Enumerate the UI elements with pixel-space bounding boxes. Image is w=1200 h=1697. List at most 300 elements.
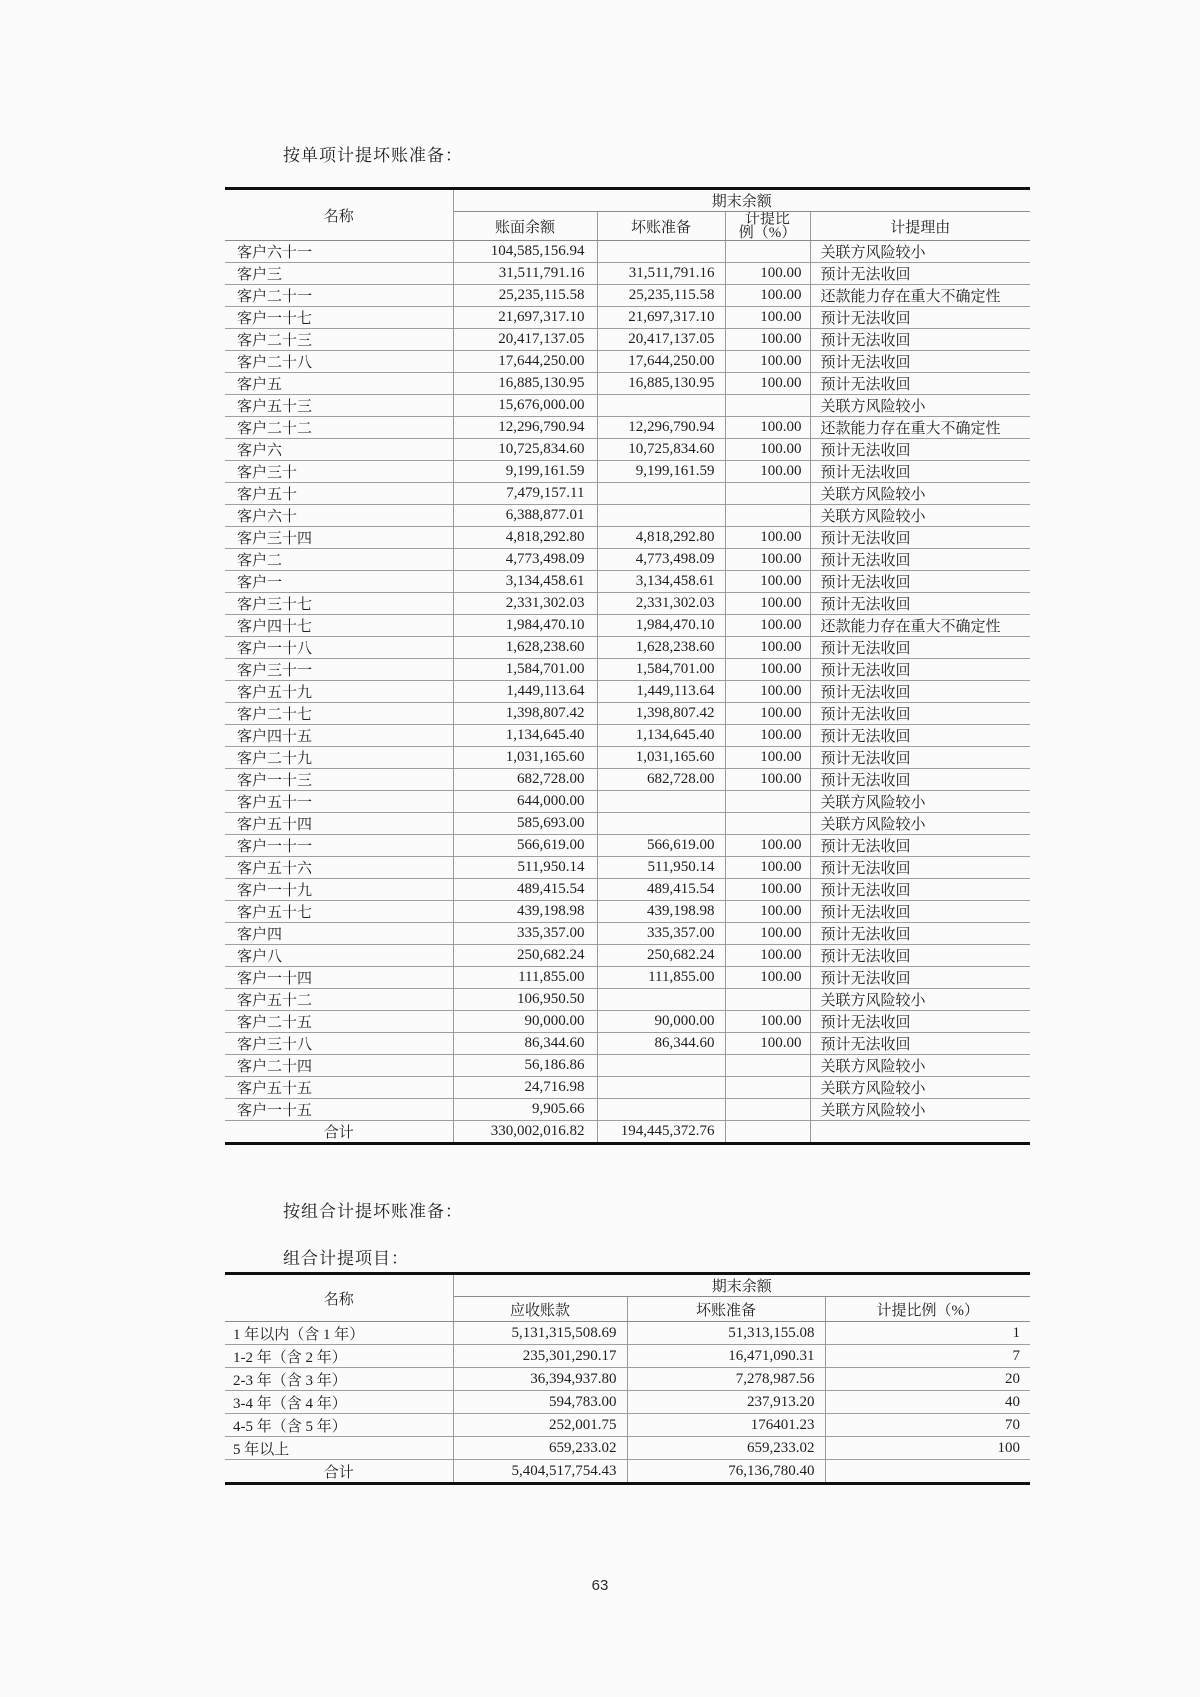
bad-debt-value: 10,725,834.60: [597, 439, 725, 461]
column-header-ratio: 计提比例（%）: [825, 1297, 1030, 1322]
customer-name: 客户二十八: [225, 351, 453, 373]
customer-name: 客户四十五: [225, 725, 453, 747]
reason-text: 预计无法收回: [810, 373, 1030, 395]
bad-debt-value: 489,415.54: [597, 879, 725, 901]
ratio-value: 100.00: [725, 747, 810, 769]
aging-category: 5 年以上: [225, 1437, 453, 1460]
ratio-value: 100.00: [725, 571, 810, 593]
ratio-value: [725, 1055, 810, 1077]
customer-name: 客户五十五: [225, 1077, 453, 1099]
customer-name: 客户八: [225, 945, 453, 967]
bad-debt-value: 4,773,498.09: [597, 549, 725, 571]
aging-category: 2-3 年（含 3 年）: [225, 1368, 453, 1391]
aging-category: 4-5 年（含 5 年）: [225, 1414, 453, 1437]
book-balance-value: 86,344.60: [453, 1033, 597, 1055]
receivables-value: 36,394,937.80: [453, 1368, 627, 1391]
book-balance-value: 585,693.00: [453, 813, 597, 835]
table-row: [225, 791, 1030, 813]
aging-category: 1-2 年（含 2 年）: [225, 1345, 453, 1368]
bad-debt-value: 16,471,090.31: [627, 1345, 825, 1368]
ratio-value: 100.00: [725, 681, 810, 703]
column-header-period-end: 期末余额: [453, 1274, 1030, 1297]
table-row: [225, 417, 1030, 439]
table-row: [225, 813, 1030, 835]
reason-text: 预计无法收回: [810, 659, 1030, 681]
column-header-receivables: 应收账款: [453, 1297, 627, 1322]
table-row: [225, 1414, 1030, 1437]
reason-text: 还款能力存在重大不确定性: [810, 615, 1030, 637]
page-number: 63: [591, 1577, 609, 1594]
total-label: 合计: [225, 1121, 453, 1144]
reason-text: 预计无法收回: [810, 329, 1030, 351]
table-row: [225, 1322, 1030, 1345]
book-balance-value: 4,773,498.09: [453, 549, 597, 571]
customer-name: 客户一十三: [225, 769, 453, 791]
customer-name: 客户三十: [225, 461, 453, 483]
customer-name: 客户五十一: [225, 791, 453, 813]
customer-name: 客户六十一: [225, 241, 453, 263]
reason-text: 预计无法收回: [810, 879, 1030, 901]
book-balance-value: 90,000.00: [453, 1011, 597, 1033]
reason-text: 关联方风险较小: [810, 1099, 1030, 1121]
portfolio-table-total-row: [225, 1460, 1030, 1484]
book-balance-value: 9,905.66: [453, 1099, 597, 1121]
aging-category: 3-4 年（含 4 年）: [225, 1391, 453, 1414]
bad-debt-value: [597, 791, 725, 813]
table-row: [225, 681, 1030, 703]
table-row: [225, 1011, 1030, 1033]
book-balance-value: 31,511,791.16: [453, 263, 597, 285]
ratio-value: [725, 483, 810, 505]
customer-name: 客户五十二: [225, 989, 453, 1011]
bad-debt-value: 439,198.98: [597, 901, 725, 923]
bad-debt-value: [597, 483, 725, 505]
ratio-value: [725, 505, 810, 527]
ratio-value: 100.00: [725, 417, 810, 439]
reason-text: 还款能力存在重大不确定性: [810, 417, 1030, 439]
customer-name: 客户五十三: [225, 395, 453, 417]
book-balance-value: 25,235,115.58: [453, 285, 597, 307]
bad-debt-value: 3,134,458.61: [597, 571, 725, 593]
customer-name: 客户二十一: [225, 285, 453, 307]
bad-debt-value: 51,313,155.08: [627, 1322, 825, 1345]
book-balance-value: 21,697,317.10: [453, 307, 597, 329]
ratio-value: 100: [825, 1437, 1030, 1460]
portfolio-table-header: [225, 1274, 1030, 1322]
table-row: [225, 1099, 1030, 1121]
book-balance-value: 16,885,130.95: [453, 373, 597, 395]
table-row: [225, 659, 1030, 681]
individual-table-body: [225, 241, 1030, 1121]
bad-debt-value: 17,644,250.00: [597, 351, 725, 373]
total-book-balance: 330,002,016.82: [453, 1121, 597, 1144]
individual-provision-table: [225, 187, 1030, 1145]
table-row: [225, 1391, 1030, 1414]
column-header-ratio: [725, 212, 810, 241]
receivables-value: 5,131,315,508.69: [453, 1322, 627, 1345]
column-header-period-end: 期末余额: [453, 189, 1030, 212]
bad-debt-value: 1,984,470.10: [597, 615, 725, 637]
table-row: [225, 351, 1030, 373]
bad-debt-value: 1,584,701.00: [597, 659, 725, 681]
reason-text: 预计无法收回: [810, 571, 1030, 593]
total-ratio: [725, 1121, 810, 1144]
reason-text: 预计无法收回: [810, 945, 1030, 967]
reason-text: 关联方风险较小: [810, 505, 1030, 527]
reason-text: 预计无法收回: [810, 593, 1030, 615]
reason-text: 关联方风险较小: [810, 395, 1030, 417]
reason-text: 预计无法收回: [810, 527, 1030, 549]
ratio-value: 100.00: [725, 593, 810, 615]
bad-debt-value: [597, 1055, 725, 1077]
ratio-value: [725, 989, 810, 1011]
ratio-value: 100.00: [725, 857, 810, 879]
table-row: [225, 549, 1030, 571]
ratio-value: 100.00: [725, 307, 810, 329]
customer-name: 客户五: [225, 373, 453, 395]
section2-subtitle: 组合计提项目：: [283, 1249, 409, 1268]
book-balance-value: 56,186.86: [453, 1055, 597, 1077]
customer-name: 客户三十一: [225, 659, 453, 681]
receivables-value: 594,783.00: [453, 1391, 627, 1414]
reason-text: 预计无法收回: [810, 549, 1030, 571]
ratio-value: 100.00: [725, 769, 810, 791]
bad-debt-value: 1,398,807.42: [597, 703, 725, 725]
table-row: [225, 879, 1030, 901]
customer-name: 客户四: [225, 923, 453, 945]
ratio-value: 100.00: [725, 725, 810, 747]
ratio-value: [725, 791, 810, 813]
table-row: [225, 593, 1030, 615]
bad-debt-value: 12,296,790.94: [597, 417, 725, 439]
reason-text: 预计无法收回: [810, 461, 1030, 483]
table-row: [225, 571, 1030, 593]
ratio-value: 100.00: [725, 945, 810, 967]
reason-text: 关联方风险较小: [810, 1077, 1030, 1099]
book-balance-value: 6,388,877.01: [453, 505, 597, 527]
book-balance-value: 511,950.14: [453, 857, 597, 879]
ratio-value: 100.00: [725, 329, 810, 351]
ratio-value: [725, 813, 810, 835]
table-row: [225, 329, 1030, 351]
reason-text: 预计无法收回: [810, 747, 1030, 769]
table-row: [225, 725, 1030, 747]
book-balance-value: 250,682.24: [453, 945, 597, 967]
ratio-value: 100.00: [725, 351, 810, 373]
individual-table-header: [225, 189, 1030, 241]
book-balance-value: 12,296,790.94: [453, 417, 597, 439]
ratio-value: [725, 1077, 810, 1099]
customer-name: 客户五十: [225, 483, 453, 505]
book-balance-value: 111,855.00: [453, 967, 597, 989]
reason-text: 关联方风险较小: [810, 791, 1030, 813]
customer-name: 客户三十八: [225, 1033, 453, 1055]
ratio-value: [725, 395, 810, 417]
bad-debt-value: 511,950.14: [597, 857, 725, 879]
table-row: [225, 901, 1030, 923]
reason-text: 预计无法收回: [810, 307, 1030, 329]
customer-name: 客户三: [225, 263, 453, 285]
ratio-value: 100.00: [725, 879, 810, 901]
total-bad-debt: 194,445,372.76: [597, 1121, 725, 1144]
reason-text: 预计无法收回: [810, 681, 1030, 703]
bad-debt-value: 4,818,292.80: [597, 527, 725, 549]
customer-name: 客户二十五: [225, 1011, 453, 1033]
reason-text: 预计无法收回: [810, 1033, 1030, 1055]
column-header-ratio-line1: 计提比: [744, 211, 790, 227]
book-balance-value: 3,134,458.61: [453, 571, 597, 593]
ratio-value: 100.00: [725, 549, 810, 571]
ratio-value: 40: [825, 1391, 1030, 1414]
total-label: 合计: [225, 1460, 453, 1484]
ratio-value: 100.00: [725, 835, 810, 857]
bad-debt-value: 1,449,113.64: [597, 681, 725, 703]
bad-debt-value: 335,357.00: [597, 923, 725, 945]
reason-text: 预计无法收回: [810, 769, 1030, 791]
receivables-value: 659,233.02: [453, 1437, 627, 1460]
table-row: [225, 769, 1030, 791]
book-balance-value: 4,818,292.80: [453, 527, 597, 549]
bad-debt-value: 90,000.00: [597, 1011, 725, 1033]
bad-debt-value: 1,134,645.40: [597, 725, 725, 747]
table-row: [225, 285, 1030, 307]
ratio-value: 100.00: [725, 1011, 810, 1033]
book-balance-value: 1,984,470.10: [453, 615, 597, 637]
book-balance-value: 2,331,302.03: [453, 593, 597, 615]
column-header-reason: 计提理由: [810, 212, 1030, 241]
bad-debt-value: 176401.23: [627, 1414, 825, 1437]
ratio-value: 100.00: [725, 967, 810, 989]
reason-text: 关联方风险较小: [810, 1055, 1030, 1077]
table-row: [225, 703, 1030, 725]
book-balance-value: 106,950.50: [453, 989, 597, 1011]
customer-name: 客户二十四: [225, 1055, 453, 1077]
column-header-name: 名称: [225, 1274, 453, 1322]
table-row: [225, 1345, 1030, 1368]
table-row: [225, 241, 1030, 263]
book-balance-value: 1,584,701.00: [453, 659, 597, 681]
customer-name: 客户六: [225, 439, 453, 461]
table-row: [225, 989, 1030, 1011]
bad-debt-value: 682,728.00: [597, 769, 725, 791]
reason-text: 预计无法收回: [810, 835, 1030, 857]
customer-name: 客户一: [225, 571, 453, 593]
book-balance-value: 489,415.54: [453, 879, 597, 901]
bad-debt-value: [597, 241, 725, 263]
reason-text: 关联方风险较小: [810, 813, 1030, 835]
individual-table-total-row: [225, 1121, 1030, 1144]
aging-category: 1 年以内（含 1 年）: [225, 1322, 453, 1345]
table-row: [225, 527, 1030, 549]
book-balance-value: 20,417,137.05: [453, 329, 597, 351]
ratio-value: 100.00: [725, 285, 810, 307]
book-balance-value: 24,716.98: [453, 1077, 597, 1099]
customer-name: 客户一十九: [225, 879, 453, 901]
table-row: [225, 615, 1030, 637]
reason-text: 预计无法收回: [810, 923, 1030, 945]
ratio-value: 100.00: [725, 263, 810, 285]
book-balance-value: 17,644,250.00: [453, 351, 597, 373]
book-balance-value: 1,628,238.60: [453, 637, 597, 659]
total-receivables: 5,404,517,754.43: [453, 1460, 627, 1484]
table-row: [225, 1368, 1030, 1391]
ratio-value: 100.00: [725, 923, 810, 945]
customer-name: 客户四十七: [225, 615, 453, 637]
reason-text: 预计无法收回: [810, 637, 1030, 659]
customer-name: 客户三十四: [225, 527, 453, 549]
book-balance-value: 682,728.00: [453, 769, 597, 791]
ratio-value: 100.00: [725, 615, 810, 637]
reason-text: 关联方风险较小: [810, 241, 1030, 263]
bad-debt-value: [597, 1099, 725, 1121]
book-balance-value: 15,676,000.00: [453, 395, 597, 417]
column-header-ratio-line2: 例（%）: [738, 225, 797, 241]
bad-debt-value: [597, 813, 725, 835]
table-row: [225, 505, 1030, 527]
ratio-value: 20: [825, 1368, 1030, 1391]
table-row: [225, 857, 1030, 879]
table-row: [225, 1055, 1030, 1077]
ratio-value: 100.00: [725, 659, 810, 681]
table-row: [225, 747, 1030, 769]
reason-text: 预计无法收回: [810, 857, 1030, 879]
table-row: [225, 945, 1030, 967]
reason-text: 预计无法收回: [810, 703, 1030, 725]
ratio-value: 100.00: [725, 527, 810, 549]
reason-text: 关联方风险较小: [810, 483, 1030, 505]
column-header-name: 名称: [225, 189, 453, 241]
customer-name: 客户一十四: [225, 967, 453, 989]
bad-debt-value: [597, 395, 725, 417]
bad-debt-value: 1,628,238.60: [597, 637, 725, 659]
reason-text: 预计无法收回: [810, 725, 1030, 747]
customer-name: 客户二: [225, 549, 453, 571]
portfolio-provision-table: [225, 1272, 1030, 1485]
customer-name: 客户三十七: [225, 593, 453, 615]
bad-debt-value: 20,417,137.05: [597, 329, 725, 351]
bad-debt-value: 31,511,791.16: [597, 263, 725, 285]
reason-text: 关联方风险较小: [810, 989, 1030, 1011]
reason-text: 预计无法收回: [810, 351, 1030, 373]
bad-debt-value: 566,619.00: [597, 835, 725, 857]
bad-debt-value: [597, 505, 725, 527]
total-reason: [810, 1121, 1030, 1144]
column-header-book-balance: 账面余额: [453, 212, 597, 241]
bad-debt-value: 16,885,130.95: [597, 373, 725, 395]
book-balance-value: 1,134,645.40: [453, 725, 597, 747]
customer-name: 客户一十七: [225, 307, 453, 329]
column-header-bad-debt: 坏账准备: [597, 212, 725, 241]
portfolio-table-body: [225, 1322, 1030, 1460]
customer-name: 客户一十八: [225, 637, 453, 659]
ratio-value: 100.00: [725, 1033, 810, 1055]
book-balance-value: 1,398,807.42: [453, 703, 597, 725]
bad-debt-value: 21,697,317.10: [597, 307, 725, 329]
book-balance-value: 1,031,165.60: [453, 747, 597, 769]
section1-title: 按单项计提坏账准备：: [283, 146, 463, 165]
bad-debt-value: [597, 989, 725, 1011]
reason-text: 预计无法收回: [810, 967, 1030, 989]
table-row: [225, 1077, 1030, 1099]
bad-debt-value: 659,233.02: [627, 1437, 825, 1460]
bad-debt-value: 1,031,165.60: [597, 747, 725, 769]
bad-debt-value: 7,278,987.56: [627, 1368, 825, 1391]
table-row: [225, 1033, 1030, 1055]
table-row: [225, 1437, 1030, 1460]
table-row: [225, 967, 1030, 989]
column-header-bad-debt: 坏账准备: [627, 1297, 825, 1322]
table-row: [225, 835, 1030, 857]
book-balance-value: 104,585,156.94: [453, 241, 597, 263]
section2-title: 按组合计提坏账准备：: [283, 1202, 463, 1221]
customer-name: 客户五十七: [225, 901, 453, 923]
receivables-value: 235,301,290.17: [453, 1345, 627, 1368]
ratio-value: 100.00: [725, 439, 810, 461]
ratio-value: [725, 241, 810, 263]
receivables-value: 252,001.75: [453, 1414, 627, 1437]
table-row: [225, 373, 1030, 395]
table-row: [225, 307, 1030, 329]
book-balance-value: 9,199,161.59: [453, 461, 597, 483]
ratio-value: 100.00: [725, 901, 810, 923]
reason-text: 预计无法收回: [810, 1011, 1030, 1033]
ratio-value: 100.00: [725, 373, 810, 395]
book-balance-value: 439,198.98: [453, 901, 597, 923]
customer-name: 客户二十九: [225, 747, 453, 769]
table-row: [225, 395, 1030, 417]
customer-name: 客户五十九: [225, 681, 453, 703]
bad-debt-value: 250,682.24: [597, 945, 725, 967]
book-balance-value: 10,725,834.60: [453, 439, 597, 461]
book-balance-value: 566,619.00: [453, 835, 597, 857]
customer-name: 客户一十一: [225, 835, 453, 857]
book-balance-value: 335,357.00: [453, 923, 597, 945]
ratio-value: 100.00: [725, 637, 810, 659]
book-balance-value: 644,000.00: [453, 791, 597, 813]
bad-debt-value: [597, 1077, 725, 1099]
ratio-value: [725, 1099, 810, 1121]
book-balance-value: 1,449,113.64: [453, 681, 597, 703]
ratio-value: 1: [825, 1322, 1030, 1345]
customer-name: 客户二十七: [225, 703, 453, 725]
ratio-value: 100.00: [725, 461, 810, 483]
total-ratio: [825, 1460, 1030, 1484]
bad-debt-value: 86,344.60: [597, 1033, 725, 1055]
total-bad-debt: 76,136,780.40: [627, 1460, 825, 1484]
ratio-value: 7: [825, 1345, 1030, 1368]
reason-text: 预计无法收回: [810, 263, 1030, 285]
customer-name: 客户二十三: [225, 329, 453, 351]
bad-debt-value: 237,913.20: [627, 1391, 825, 1414]
ratio-value: 100.00: [725, 703, 810, 725]
table-row: [225, 263, 1030, 285]
customer-name: 客户五十六: [225, 857, 453, 879]
bad-debt-value: 2,331,302.03: [597, 593, 725, 615]
table-row: [225, 483, 1030, 505]
customer-name: 客户六十: [225, 505, 453, 527]
customer-name: 客户一十五: [225, 1099, 453, 1121]
table-row: [225, 637, 1030, 659]
book-balance-value: 7,479,157.11: [453, 483, 597, 505]
bad-debt-value: 25,235,115.58: [597, 285, 725, 307]
bad-debt-value: 9,199,161.59: [597, 461, 725, 483]
table-row: [225, 439, 1030, 461]
bad-debt-value: 111,855.00: [597, 967, 725, 989]
reason-text: 预计无法收回: [810, 439, 1030, 461]
reason-text: 还款能力存在重大不确定性: [810, 285, 1030, 307]
customer-name: 客户五十四: [225, 813, 453, 835]
table-row: [225, 923, 1030, 945]
